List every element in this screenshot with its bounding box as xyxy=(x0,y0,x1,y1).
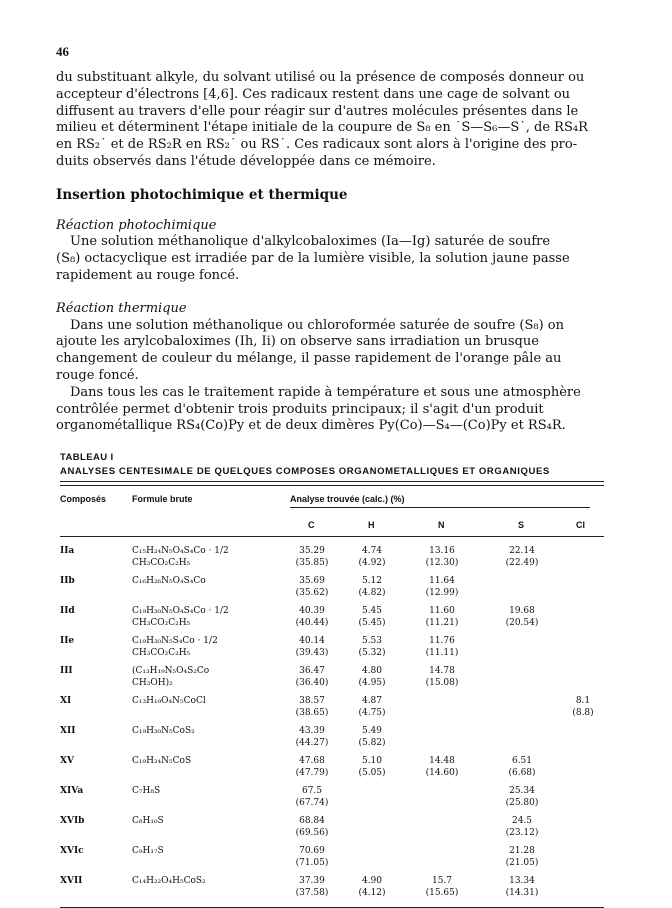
c-calc-cell: (39.43) xyxy=(295,648,329,658)
cl-found-cell: 8.1 xyxy=(575,696,591,706)
s-calc-cell: (14.31) xyxy=(505,888,539,898)
formula-cell: C₁₆H₂₆N₅O₄S₄Co xyxy=(132,576,206,586)
h-found-cell: 5.10 xyxy=(361,756,383,766)
table-row xyxy=(60,635,604,665)
s-calc-cell: (23.12) xyxy=(505,828,539,838)
compound-cell: XII xyxy=(60,726,76,736)
header-s: S xyxy=(518,520,525,530)
photochemical-line: (S₈) octacyclique est irradiée par de la lumière visible, la solution jaune passe xyxy=(56,251,570,267)
c-found-cell: 40.14 xyxy=(299,636,325,646)
table-row xyxy=(60,845,604,875)
h-calc-cell: (4.95) xyxy=(358,678,386,688)
compound-cell: IId xyxy=(60,606,75,616)
thermal-line: organométallique RS₄(Co)Py et de deux dimères Py(Co)—S₄—(Co)Py et RS₄R. xyxy=(56,418,566,434)
compound-cell: III xyxy=(60,666,73,676)
photochemical-line: rapidement au rouge foncé. xyxy=(56,267,240,283)
analysis-table xyxy=(60,490,604,908)
h-calc-cell: (5.05) xyxy=(358,768,386,778)
intro-line: accepteur d'électrons [4,6]. Ces radicaux restent dans une cage de solvant ou xyxy=(56,86,571,102)
formula-cell-line2: CH₃CO₂C₂H₅ xyxy=(132,648,191,658)
s-found-cell: 21.28 xyxy=(509,846,535,856)
c-calc-cell: (37.58) xyxy=(295,888,329,898)
table-row xyxy=(60,815,604,845)
formula-cell: (C₁₃H₁₉N₅O₄S₂Co xyxy=(132,666,210,676)
table-row xyxy=(60,785,604,815)
c-found-cell: 35.69 xyxy=(299,576,325,586)
header-c: C xyxy=(308,520,315,530)
thermal-line: contrôlée permet d'obtenir trois produits principaux; il s'agit d'un produit xyxy=(56,401,544,417)
s-found-cell: 24.5 xyxy=(511,816,533,826)
intro-line: milieu et déterminent l'étape initiale de la coupure de S₈ en ˙S—S₆—S˙, de RS₄R xyxy=(56,120,588,136)
h-found-cell: 5.45 xyxy=(361,606,383,616)
table-row xyxy=(60,605,604,635)
cl-calc-cell: (8.8) xyxy=(572,708,594,718)
h-calc-cell: (4.92) xyxy=(358,558,386,568)
formula-cell: C₁₉H₃₀N₅S₄Co · 1/2 xyxy=(132,636,218,646)
compound-cell: XVIc xyxy=(60,846,84,856)
s-found-cell: 25.34 xyxy=(509,786,535,796)
c-calc-cell: (71.05) xyxy=(295,858,329,868)
table-top-rule-double xyxy=(60,485,604,486)
s-calc-cell: (25.80) xyxy=(505,798,539,808)
c-found-cell: 35.29 xyxy=(299,546,325,556)
header-analysis: Analyse trouvée (calc.) (%) xyxy=(290,494,405,504)
s-calc-cell: (20.54) xyxy=(505,618,539,628)
photochemical-line: Une solution méthanolique d'alkylcobaloximes (Ia—Ig) saturée de soufre xyxy=(70,234,551,250)
table-row xyxy=(60,545,604,575)
intro-line: duits observés dans l'étude développée dans ce mémoire. xyxy=(56,153,436,169)
s-calc-cell: (6.68) xyxy=(508,768,536,778)
formula-cell: C₁₄H₂₂O₄H₅CoS₂ xyxy=(132,876,206,886)
formula-cell: C₁₉H₂₄N₅CoS xyxy=(132,756,192,766)
formula-cell: C₁₃H₁₉O₄N₅CoCl xyxy=(132,696,206,706)
compound-cell: XI xyxy=(60,696,72,706)
h-found-cell: 5.12 xyxy=(361,576,383,586)
n-calc-cell: (15.65) xyxy=(425,888,459,898)
n-found-cell: 11.64 xyxy=(429,576,455,586)
table-row xyxy=(60,755,604,785)
c-calc-cell: (35.62) xyxy=(295,588,329,598)
table-title: ANALYSES CENTESIMALE DE QUELQUES COMPOSES ORGANOMETALLIQUES ET ORGANIQUES xyxy=(60,466,550,477)
thermal-line: ajoute les arylcobaloximes (Ih, Ii) on observe sans irradiation un brusque xyxy=(56,334,539,350)
formula-cell: C₈H₁₀S xyxy=(132,816,164,826)
formula-cell: C₁₅H₂₄N₅O₄S₄Co · 1/2 xyxy=(132,546,229,556)
header-h: H xyxy=(368,520,375,530)
c-calc-cell: (35.85) xyxy=(295,558,329,568)
compound-cell: XVII xyxy=(60,876,83,886)
formula-cell: C₉H₁₇S xyxy=(132,846,164,856)
h-calc-cell: (5.45) xyxy=(358,618,386,628)
body-text xyxy=(56,70,602,435)
c-found-cell: 36.47 xyxy=(299,666,325,676)
thermal-line: Dans tous les cas le traitement rapide à température et sous une atmosphère xyxy=(70,384,581,400)
table-header xyxy=(60,490,604,536)
c-found-cell: 38.57 xyxy=(299,696,325,706)
formula-cell-line2: CH₃OH)₂ xyxy=(132,678,173,688)
formula-cell-line2: CH₃CO₂C₂H₅ xyxy=(132,618,191,628)
page-number: 46 xyxy=(56,44,69,59)
compound-cell: IIb xyxy=(60,576,75,586)
c-calc-cell: (67.74) xyxy=(295,798,329,808)
table-row xyxy=(60,665,604,695)
thermal-line: Dans une solution méthanolique ou chloroformée saturée de soufre (S₈) on xyxy=(70,317,564,333)
h-found-cell: 4.80 xyxy=(361,666,383,676)
photochemical-subheading: Réaction photochimique xyxy=(56,217,217,233)
compound-cell: XV xyxy=(60,756,74,766)
c-found-cell: 70.69 xyxy=(299,846,325,856)
s-found-cell: 6.51 xyxy=(511,756,533,766)
n-calc-cell: (11.11) xyxy=(425,648,459,658)
header-analysis-rule xyxy=(290,507,590,508)
n-found-cell: 11.60 xyxy=(429,606,455,616)
n-found-cell: 13.16 xyxy=(429,546,455,556)
table-row xyxy=(60,725,604,755)
c-calc-cell: (69.56) xyxy=(295,828,329,838)
table-caption: TABLEAU I xyxy=(60,452,114,463)
thermal-subheading: Réaction thermique xyxy=(56,300,187,316)
h-calc-cell: (5.32) xyxy=(358,648,386,658)
compound-cell: IIe xyxy=(60,636,75,646)
h-found-cell: 4.90 xyxy=(361,876,383,886)
intro-line: du substituant alkyle, du solvant utilisé ou la présence de composés donneur ou xyxy=(56,70,585,85)
header-cl: Cl xyxy=(576,520,585,530)
formula-cell: C₁₉H₃₀N₅O₄S₄Co · 1/2 xyxy=(132,606,229,616)
c-calc-cell: (38.65) xyxy=(295,708,329,718)
thermal-line: rouge foncé. xyxy=(56,367,139,383)
s-found-cell: 13.34 xyxy=(509,876,535,886)
h-calc-cell: (4.75) xyxy=(358,708,386,718)
c-found-cell: 37.39 xyxy=(299,876,325,886)
intro-line: diffusent au travers d'elle pour réagir sur d'autres molécules présentes dans le xyxy=(56,103,579,119)
header-n: N xyxy=(438,520,445,530)
h-calc-cell: (4.82) xyxy=(358,588,386,598)
n-calc-cell: (12.99) xyxy=(425,588,459,598)
table-row xyxy=(60,875,604,905)
s-calc-cell: (21.05) xyxy=(505,858,539,868)
c-calc-cell: (36.40) xyxy=(295,678,329,688)
n-calc-cell: (11.21) xyxy=(425,618,459,628)
header-formula: Formule brute xyxy=(132,494,193,504)
table-body xyxy=(60,537,604,905)
table-row xyxy=(60,575,604,605)
n-calc-cell: (12.30) xyxy=(425,558,459,568)
c-found-cell: 68.84 xyxy=(299,816,325,826)
compound-cell: XVIb xyxy=(60,816,85,826)
header-compound: Composés xyxy=(60,494,107,504)
n-calc-cell: (14.60) xyxy=(425,768,459,778)
s-found-cell: 19.68 xyxy=(509,606,535,616)
formula-cell: C₇H₈S xyxy=(132,786,161,796)
n-found-cell: 14.48 xyxy=(429,756,455,766)
c-calc-cell: (44.27) xyxy=(295,738,329,748)
formula-cell: C₁₉H₃₀N₅CoS₂ xyxy=(132,726,195,736)
c-found-cell: 47.68 xyxy=(299,756,325,766)
h-found-cell: 5.49 xyxy=(361,726,383,736)
c-found-cell: 67.5 xyxy=(301,786,323,796)
intro-line: en RS₂˙ et de RS₂R en RS₂˙ ou RS˙. Ces radicaux sont alors à l'origine des pro- xyxy=(56,137,578,153)
c-calc-cell: (47.79) xyxy=(295,768,329,778)
compound-cell: IIa xyxy=(60,546,75,556)
h-calc-cell: (4.12) xyxy=(358,888,386,898)
c-calc-cell: (40.44) xyxy=(295,618,329,628)
table-row xyxy=(60,695,604,725)
h-found-cell: 4.74 xyxy=(361,546,383,556)
c-found-cell: 43.39 xyxy=(299,726,325,736)
h-calc-cell: (5.82) xyxy=(358,738,386,748)
h-found-cell: 5.53 xyxy=(361,636,383,646)
n-found-cell: 14.78 xyxy=(429,666,455,676)
formula-cell-line2: CH₃CO₂C₂H₅ xyxy=(132,558,191,568)
s-calc-cell: (22.49) xyxy=(505,558,539,568)
s-found-cell: 22.14 xyxy=(509,546,535,556)
thermal-line: changement de couleur du mélange, il passe rapidement de l'orange pâle au xyxy=(56,351,562,367)
compound-cell: XIVa xyxy=(60,786,84,796)
section-heading: Insertion photochimique et thermique xyxy=(56,186,348,203)
n-found-cell: 11.76 xyxy=(429,636,455,646)
n-calc-cell: (15.08) xyxy=(425,678,459,688)
h-found-cell: 4.87 xyxy=(361,696,383,706)
n-found-cell: 15.7 xyxy=(431,876,453,886)
table-top-rule xyxy=(60,481,604,482)
c-found-cell: 40.39 xyxy=(299,606,325,616)
